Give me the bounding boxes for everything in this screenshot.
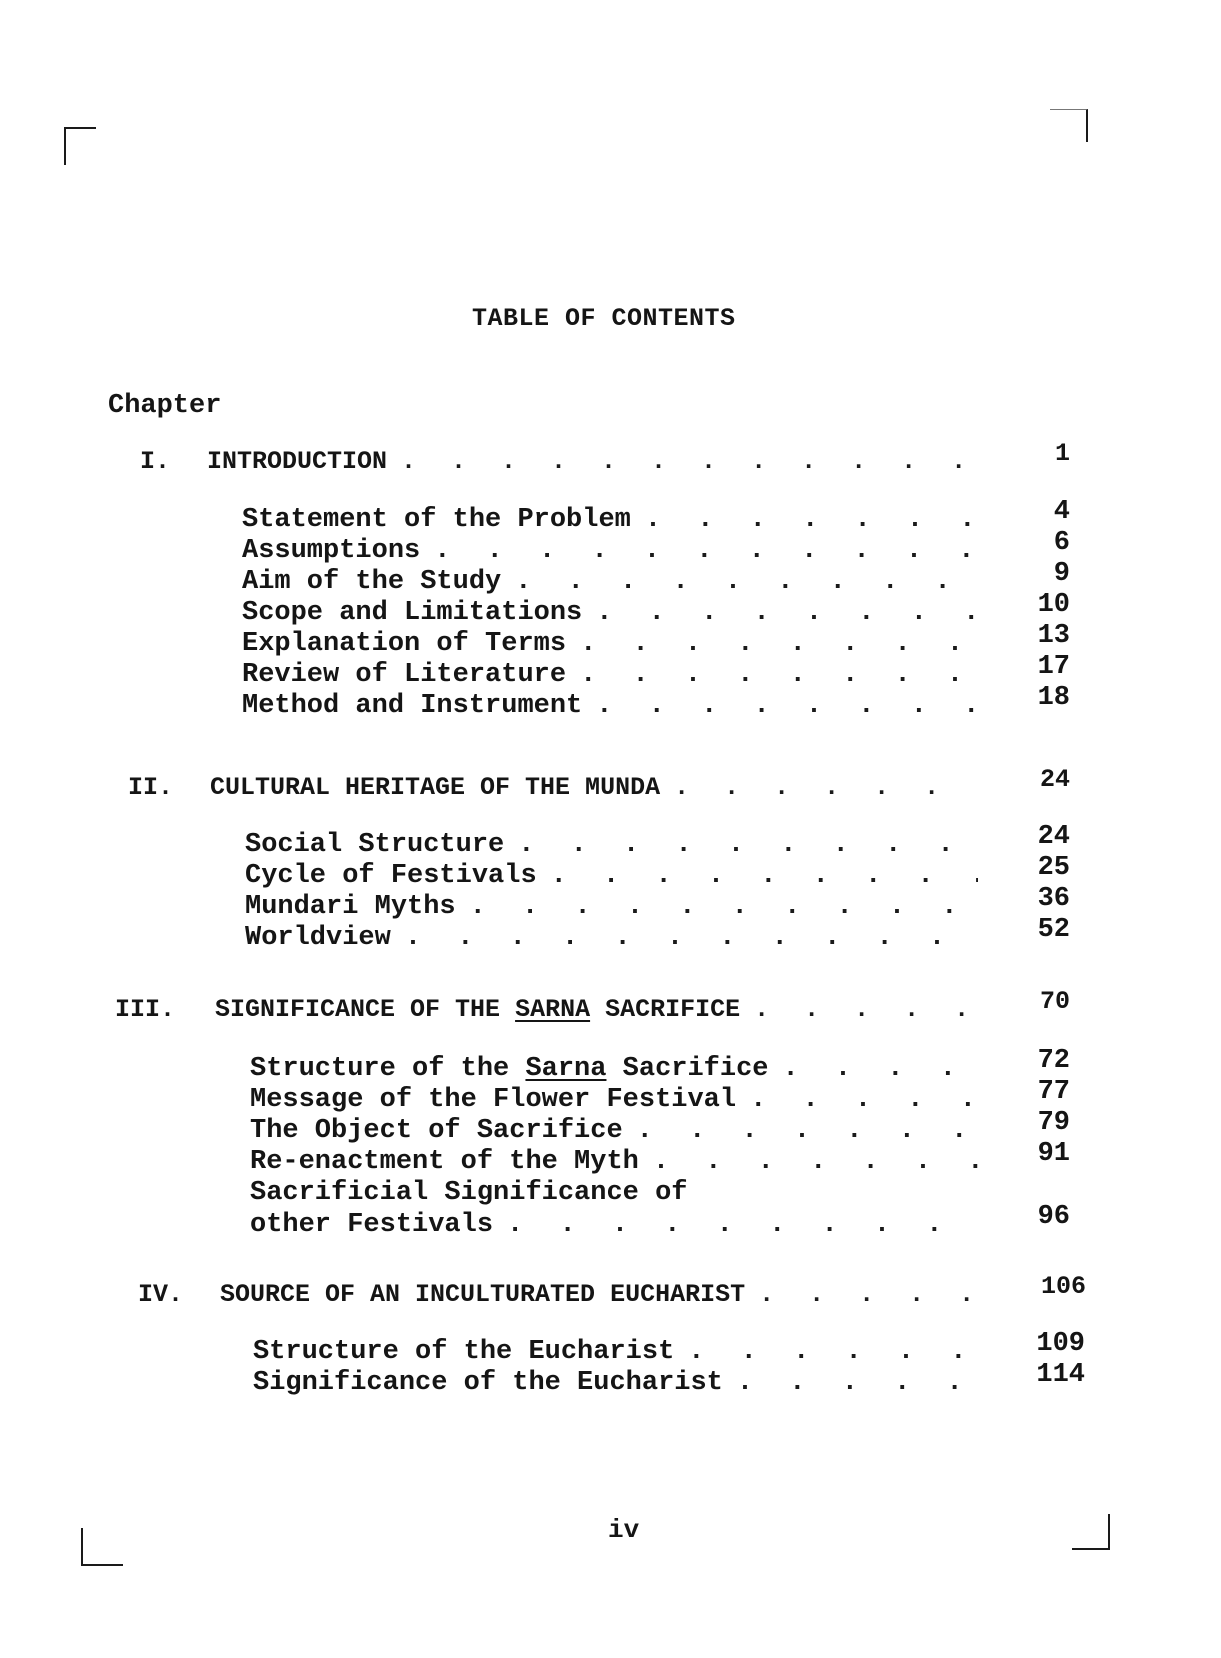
- dot-leader: [596, 598, 976, 628]
- page-number: 91: [1037, 1139, 1070, 1169]
- section-title-part: Sacrifice: [622, 1054, 769, 1084]
- section-title: Worldview: [245, 923, 391, 953]
- dot-leader: [434, 536, 976, 566]
- chapter-title-part: SIGNIFICANCE OF THE: [215, 995, 501, 1024]
- dot-leader: [688, 1337, 984, 1367]
- page-number: 114: [1036, 1360, 1085, 1390]
- page-number: 17: [1037, 652, 1070, 682]
- page-number-footer: iv: [608, 1515, 640, 1545]
- page-number: 24: [1037, 822, 1070, 852]
- page-number: 109: [1036, 1329, 1085, 1359]
- page-number: 79: [1037, 1108, 1070, 1138]
- section-title: Aim of the Study: [242, 567, 502, 597]
- chapter-numeral: IV.: [138, 1280, 184, 1309]
- dot-leader: [750, 1085, 981, 1115]
- toc-section-row: [242, 528, 1070, 566]
- toc-section-row: [242, 621, 1070, 659]
- page-number: 18: [1037, 683, 1070, 713]
- section-title: Assumptions: [242, 536, 421, 566]
- dot-leader: [674, 773, 976, 802]
- chapter-title-emphasis: SARNA: [515, 995, 591, 1024]
- chapter-title: SOURCE OF AN INCULTURATED EUCHARIST: [220, 1280, 746, 1309]
- chapter-column-heading: Chapter: [108, 391, 222, 421]
- section-title: Re-enactment of the Myth: [250, 1147, 639, 1177]
- toc-chapter-row: [140, 439, 1070, 476]
- section-title-line1: Sacrificial Significance of: [250, 1178, 688, 1208]
- page-title: TABLE OF CONTENTS: [472, 304, 736, 333]
- section-title: Social Structure: [245, 830, 505, 860]
- dot-leader: [405, 923, 978, 953]
- section-title: Cycle of Festivals: [245, 861, 537, 891]
- page-number: 72: [1037, 1046, 1070, 1076]
- dot-leader: [645, 505, 976, 535]
- toc-section-row-wrapped: [250, 1178, 985, 1208]
- dot-leader: [759, 1280, 984, 1309]
- section-title: Review of Literature: [242, 660, 567, 690]
- section-title-line2: other Festivals: [250, 1210, 494, 1240]
- toc-section-row: [242, 590, 1070, 628]
- section-title-part: Structure of the: [250, 1054, 510, 1084]
- chapter-title: CULTURAL HERITAGE OF THE MUNDA: [210, 773, 661, 802]
- page-number: 25: [1037, 853, 1070, 883]
- dot-leader: [551, 861, 978, 891]
- dot-leader: [653, 1147, 981, 1177]
- page-number: 9: [1053, 559, 1070, 589]
- chapter-title: INTRODUCTION: [207, 447, 388, 476]
- toc-section-row: [242, 683, 1070, 721]
- section-title: Statement of the Problem: [242, 505, 631, 535]
- toc-chapter-row: [128, 765, 1070, 802]
- dot-leader: [754, 995, 978, 1024]
- toc-section-row: [245, 884, 1070, 922]
- chapter-title-part: SACRIFICE: [605, 995, 741, 1024]
- toc-section-row: [250, 1046, 1070, 1084]
- toc-section-row: [245, 822, 1070, 860]
- toc-section-row: [245, 915, 1070, 953]
- dot-leader: [737, 1368, 984, 1398]
- section-title: Message of the Flower Festival: [250, 1085, 737, 1115]
- page-number: 1: [1054, 439, 1070, 468]
- page-number: 106: [1040, 1272, 1086, 1301]
- toc-section-row: [242, 559, 1070, 597]
- toc-section-row: [253, 1360, 1085, 1398]
- toc-chapter-row: [115, 987, 1070, 1024]
- section-title: Scope and Limitations: [242, 598, 583, 628]
- crop-mark-bottom-left: [81, 1528, 123, 1566]
- toc-section-row: [245, 853, 1070, 891]
- dot-leader: [507, 1210, 981, 1240]
- crop-mark-bottom-right: [1072, 1514, 1110, 1550]
- chapter-numeral: I.: [140, 447, 171, 476]
- page-number: 36: [1037, 884, 1070, 914]
- toc-section-row: [250, 1202, 1070, 1240]
- dot-leader: [580, 660, 976, 690]
- section-title: Significance of the Eucharist: [253, 1368, 723, 1398]
- crop-mark-top-left: [64, 127, 96, 165]
- chapter-numeral: II.: [128, 773, 174, 802]
- page-number: 96: [1037, 1202, 1070, 1232]
- page-number: 13: [1037, 621, 1070, 651]
- section-title: [250, 1054, 769, 1084]
- page-number: 10: [1037, 590, 1070, 620]
- chapter-title: [215, 995, 740, 1024]
- section-title: Method and Instrument: [242, 691, 583, 721]
- page-number: 77: [1037, 1077, 1070, 1107]
- section-title-emphasis: Sarna: [525, 1054, 607, 1084]
- toc-section-row: [253, 1329, 1085, 1367]
- page-number: 4: [1053, 497, 1070, 527]
- dot-leader: [401, 447, 976, 476]
- section-title: The Object of Sacrifice: [250, 1116, 623, 1146]
- toc-section-row: [242, 497, 1070, 535]
- toc-section-row: [250, 1108, 1070, 1146]
- toc-section-row: [250, 1077, 1070, 1115]
- page-number: 70: [1039, 987, 1070, 1016]
- page-number: 52: [1037, 915, 1070, 945]
- dot-leader: [637, 1116, 981, 1146]
- page-number: 24: [1039, 765, 1070, 794]
- toc-section-row: [250, 1139, 1070, 1177]
- dot-leader: [596, 691, 976, 721]
- page-number: 6: [1053, 528, 1070, 558]
- dot-leader: [783, 1054, 982, 1084]
- toc-section-row: [242, 652, 1070, 690]
- dot-leader: [580, 629, 976, 659]
- section-title: Structure of the Eucharist: [253, 1337, 675, 1367]
- section-title: Mundari Myths: [245, 892, 456, 922]
- chapter-numeral: III.: [115, 995, 176, 1024]
- dot-leader: [518, 830, 978, 860]
- section-title: Explanation of Terms: [242, 629, 567, 659]
- toc-chapter-row: [138, 1272, 1086, 1309]
- dot-leader: [515, 567, 976, 597]
- dot-leader: [470, 892, 978, 922]
- crop-mark-top-right: [1050, 109, 1088, 142]
